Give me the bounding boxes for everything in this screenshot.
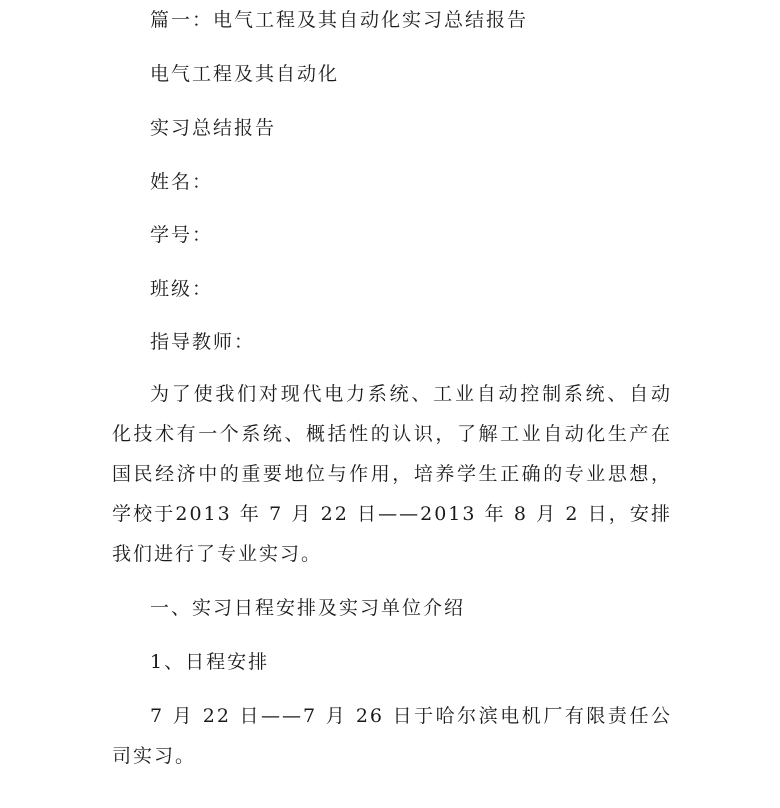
document-title: 篇一：电气工程及其自动化实习总结报告 (150, 9, 529, 31)
student-id-field-label: 学号： (150, 224, 214, 246)
class-field-label: 班级： (150, 278, 214, 300)
advisor-field-label: 指导教师： (150, 331, 256, 353)
report-title: 实习总结报告 (150, 117, 277, 139)
subsection-heading: 1、日程安排 (150, 651, 270, 673)
major-title: 电气工程及其自动化 (150, 63, 340, 85)
schedule-paragraph: 7 月 22 日——7 月 26 日于哈尔滨电机厂有限责任公司实习。 (112, 705, 672, 767)
name-field-label: 姓名： (150, 171, 214, 193)
intro-paragraph: 为了使我们对现代电力系统、工业自动控制系统、自动化技术有一个系统、概括性的认识，了解工业自动化生产在国民经济中的重要地位与作用，培养学生正确的专业思想，学校于2013 年 7 月 22 日——2013 年 8 月 2 日，安排我们进行了专业实习。 (112, 383, 672, 565)
section-heading: 一、实习日程安排及实习单位介绍 (150, 597, 466, 619)
